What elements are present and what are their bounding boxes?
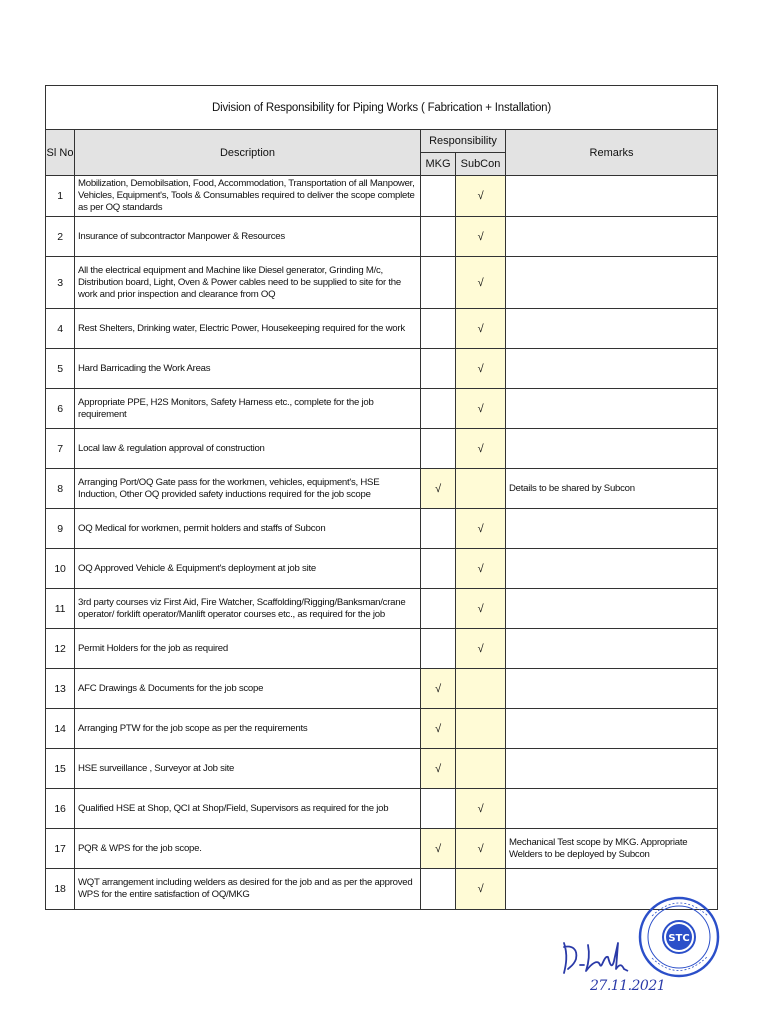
table-row [46,469,718,509]
row-sl-no: 15 [46,749,75,789]
row-subcon-check: √ [456,789,506,829]
row-description: OQ Approved Vehicle & Equipment's deployment at job site [75,549,421,589]
row-remarks [506,669,718,709]
row-description: Insurance of subcontractor Manpower & Resources [75,217,421,257]
row-remarks [506,429,718,469]
row-mkg-check [421,549,456,589]
row-description: OQ Medical for workmen, permit holders and staffs of Subcon [75,509,421,549]
row-remarks: Details to be shared by Subcon [506,469,718,509]
row-mkg-check [421,257,456,309]
responsibility-sheet [45,85,717,910]
row-mkg-check [421,509,456,549]
row-subcon-check: √ [456,509,506,549]
row-description: Permit Holders for the job as required [75,629,421,669]
row-subcon-check: √ [456,309,506,349]
row-mkg-check [421,869,456,910]
table-row [46,789,718,829]
row-remarks [506,549,718,589]
header-sl-no: Sl No [46,130,75,176]
row-sl-no: 7 [46,429,75,469]
row-sl-no: 12 [46,629,75,669]
row-description: PQR & WPS for the job scope. [75,829,421,869]
table-row [46,309,718,349]
row-description: WQT arrangement including welders as desired for the job and as per the approved WPS for the entire satisfaction of OQ/MKG [75,869,421,910]
row-sl-no: 17 [46,829,75,869]
row-subcon-check: √ [456,629,506,669]
table-title: Division of Responsibility for Piping Works ( Fabrication + Installation) [46,86,718,130]
row-remarks [506,176,718,217]
header-description: Description [75,130,421,176]
row-remarks [506,629,718,669]
row-sl-no: 16 [46,789,75,829]
row-subcon-check [456,709,506,749]
row-sl-no: 9 [46,509,75,549]
row-description: All the electrical equipment and Machine like Diesel generator, Grinding M/c, Distribution board, Light, Oven & Power cables need to be supplied to site for the work and prior inspection and clearance from OQ [75,257,421,309]
table-row [46,869,718,910]
header-remarks: Remarks [506,130,718,176]
row-mkg-check [421,589,456,629]
row-remarks [506,709,718,749]
row-description: Qualified HSE at Shop, QCI at Shop/Field, Supervisors as required for the job [75,789,421,829]
row-subcon-check: √ [456,217,506,257]
row-mkg-check: √ [421,669,456,709]
row-subcon-check: √ [456,257,506,309]
row-description: HSE surveillance , Surveyor at Job site [75,749,421,789]
table-row [46,217,718,257]
row-description: 3rd party courses viz First Aid, Fire Watcher, Scaffolding/Rigging/Banksman/crane operator/ forklift operator/Manlift operator courses etc., as required for the job [75,589,421,629]
row-mkg-check [421,176,456,217]
row-mkg-check [421,629,456,669]
table-row [46,589,718,629]
row-sl-no: 4 [46,309,75,349]
row-subcon-check: √ [456,176,506,217]
row-mkg-check [421,217,456,257]
row-sl-no: 8 [46,469,75,509]
row-subcon-check [456,469,506,509]
row-mkg-check: √ [421,469,456,509]
row-remarks [506,349,718,389]
row-subcon-check [456,669,506,709]
row-mkg-check [421,789,456,829]
table-body [46,176,718,910]
row-description: AFC Drawings & Documents for the job scope [75,669,421,709]
row-mkg-check: √ [421,709,456,749]
table-row [46,629,718,669]
row-description: Mobilization, Demobilsation, Food, Accommodation, Transportation of all Manpower, Vehicles, Equipment's, Tools & Consumables required to deliver the scope complete as per OQ standards [75,176,421,217]
table-row [46,429,718,469]
row-description: Hard Barricading the Work Areas [75,349,421,389]
row-subcon-check: √ [456,389,506,429]
row-sl-no: 2 [46,217,75,257]
row-sl-no: 11 [46,589,75,629]
header-mkg: MKG [421,153,456,176]
table-row [46,749,718,789]
row-remarks: Mechanical Test scope by MKG. Appropriate Welders to be deployed by Subcon [506,829,718,869]
row-remarks [506,389,718,429]
row-description: Arranging PTW for the job scope as per the requirements [75,709,421,749]
row-description: Local law & regulation approval of construction [75,429,421,469]
table-row [46,257,718,309]
row-sl-no: 5 [46,349,75,389]
row-remarks [506,217,718,257]
row-mkg-check [421,429,456,469]
row-mkg-check [421,389,456,429]
row-sl-no: 18 [46,869,75,910]
row-description: Rest Shelters, Drinking water, Electric Power, Housekeeping required for the work [75,309,421,349]
row-sl-no: 6 [46,389,75,429]
row-subcon-check: √ [456,829,506,869]
stamp-center-text: STC [668,933,690,944]
table-row [46,389,718,429]
row-remarks [506,509,718,549]
row-subcon-check: √ [456,549,506,589]
row-subcon-check [456,749,506,789]
table-row [46,549,718,589]
header-responsibility: Responsibility [421,130,506,153]
row-mkg-check: √ [421,749,456,789]
responsibility-table [45,85,718,910]
table-row [46,509,718,549]
row-subcon-check: √ [456,429,506,469]
header-subcon: SubCon [456,153,506,176]
row-remarks [506,257,718,309]
stamp-seal [640,898,718,976]
row-mkg-check [421,349,456,389]
row-sl-no: 14 [46,709,75,749]
row-sl-no: 10 [46,549,75,589]
row-remarks [506,749,718,789]
row-subcon-check: √ [456,589,506,629]
table-row [46,829,718,869]
table-row [46,176,718,217]
signature-date: 27.11.2021 [590,978,666,994]
row-remarks [506,789,718,829]
row-description: Appropriate PPE, H2S Monitors, Safety Harness etc., complete for the job requirement [75,389,421,429]
table-row [46,669,718,709]
table-row [46,709,718,749]
table-row [46,349,718,389]
row-sl-no: 1 [46,176,75,217]
row-sl-no: 3 [46,257,75,309]
row-remarks [506,589,718,629]
row-subcon-check: √ [456,349,506,389]
row-remarks [506,309,718,349]
row-mkg-check [421,309,456,349]
row-mkg-check: √ [421,829,456,869]
row-description: Arranging Port/OQ Gate pass for the workmen, vehicles, equipment's, HSE Induction, Other OQ provided safety inductions required for the job scope [75,469,421,509]
row-subcon-check: √ [456,869,506,910]
row-sl-no: 13 [46,669,75,709]
handwritten-signature [558,935,648,1005]
